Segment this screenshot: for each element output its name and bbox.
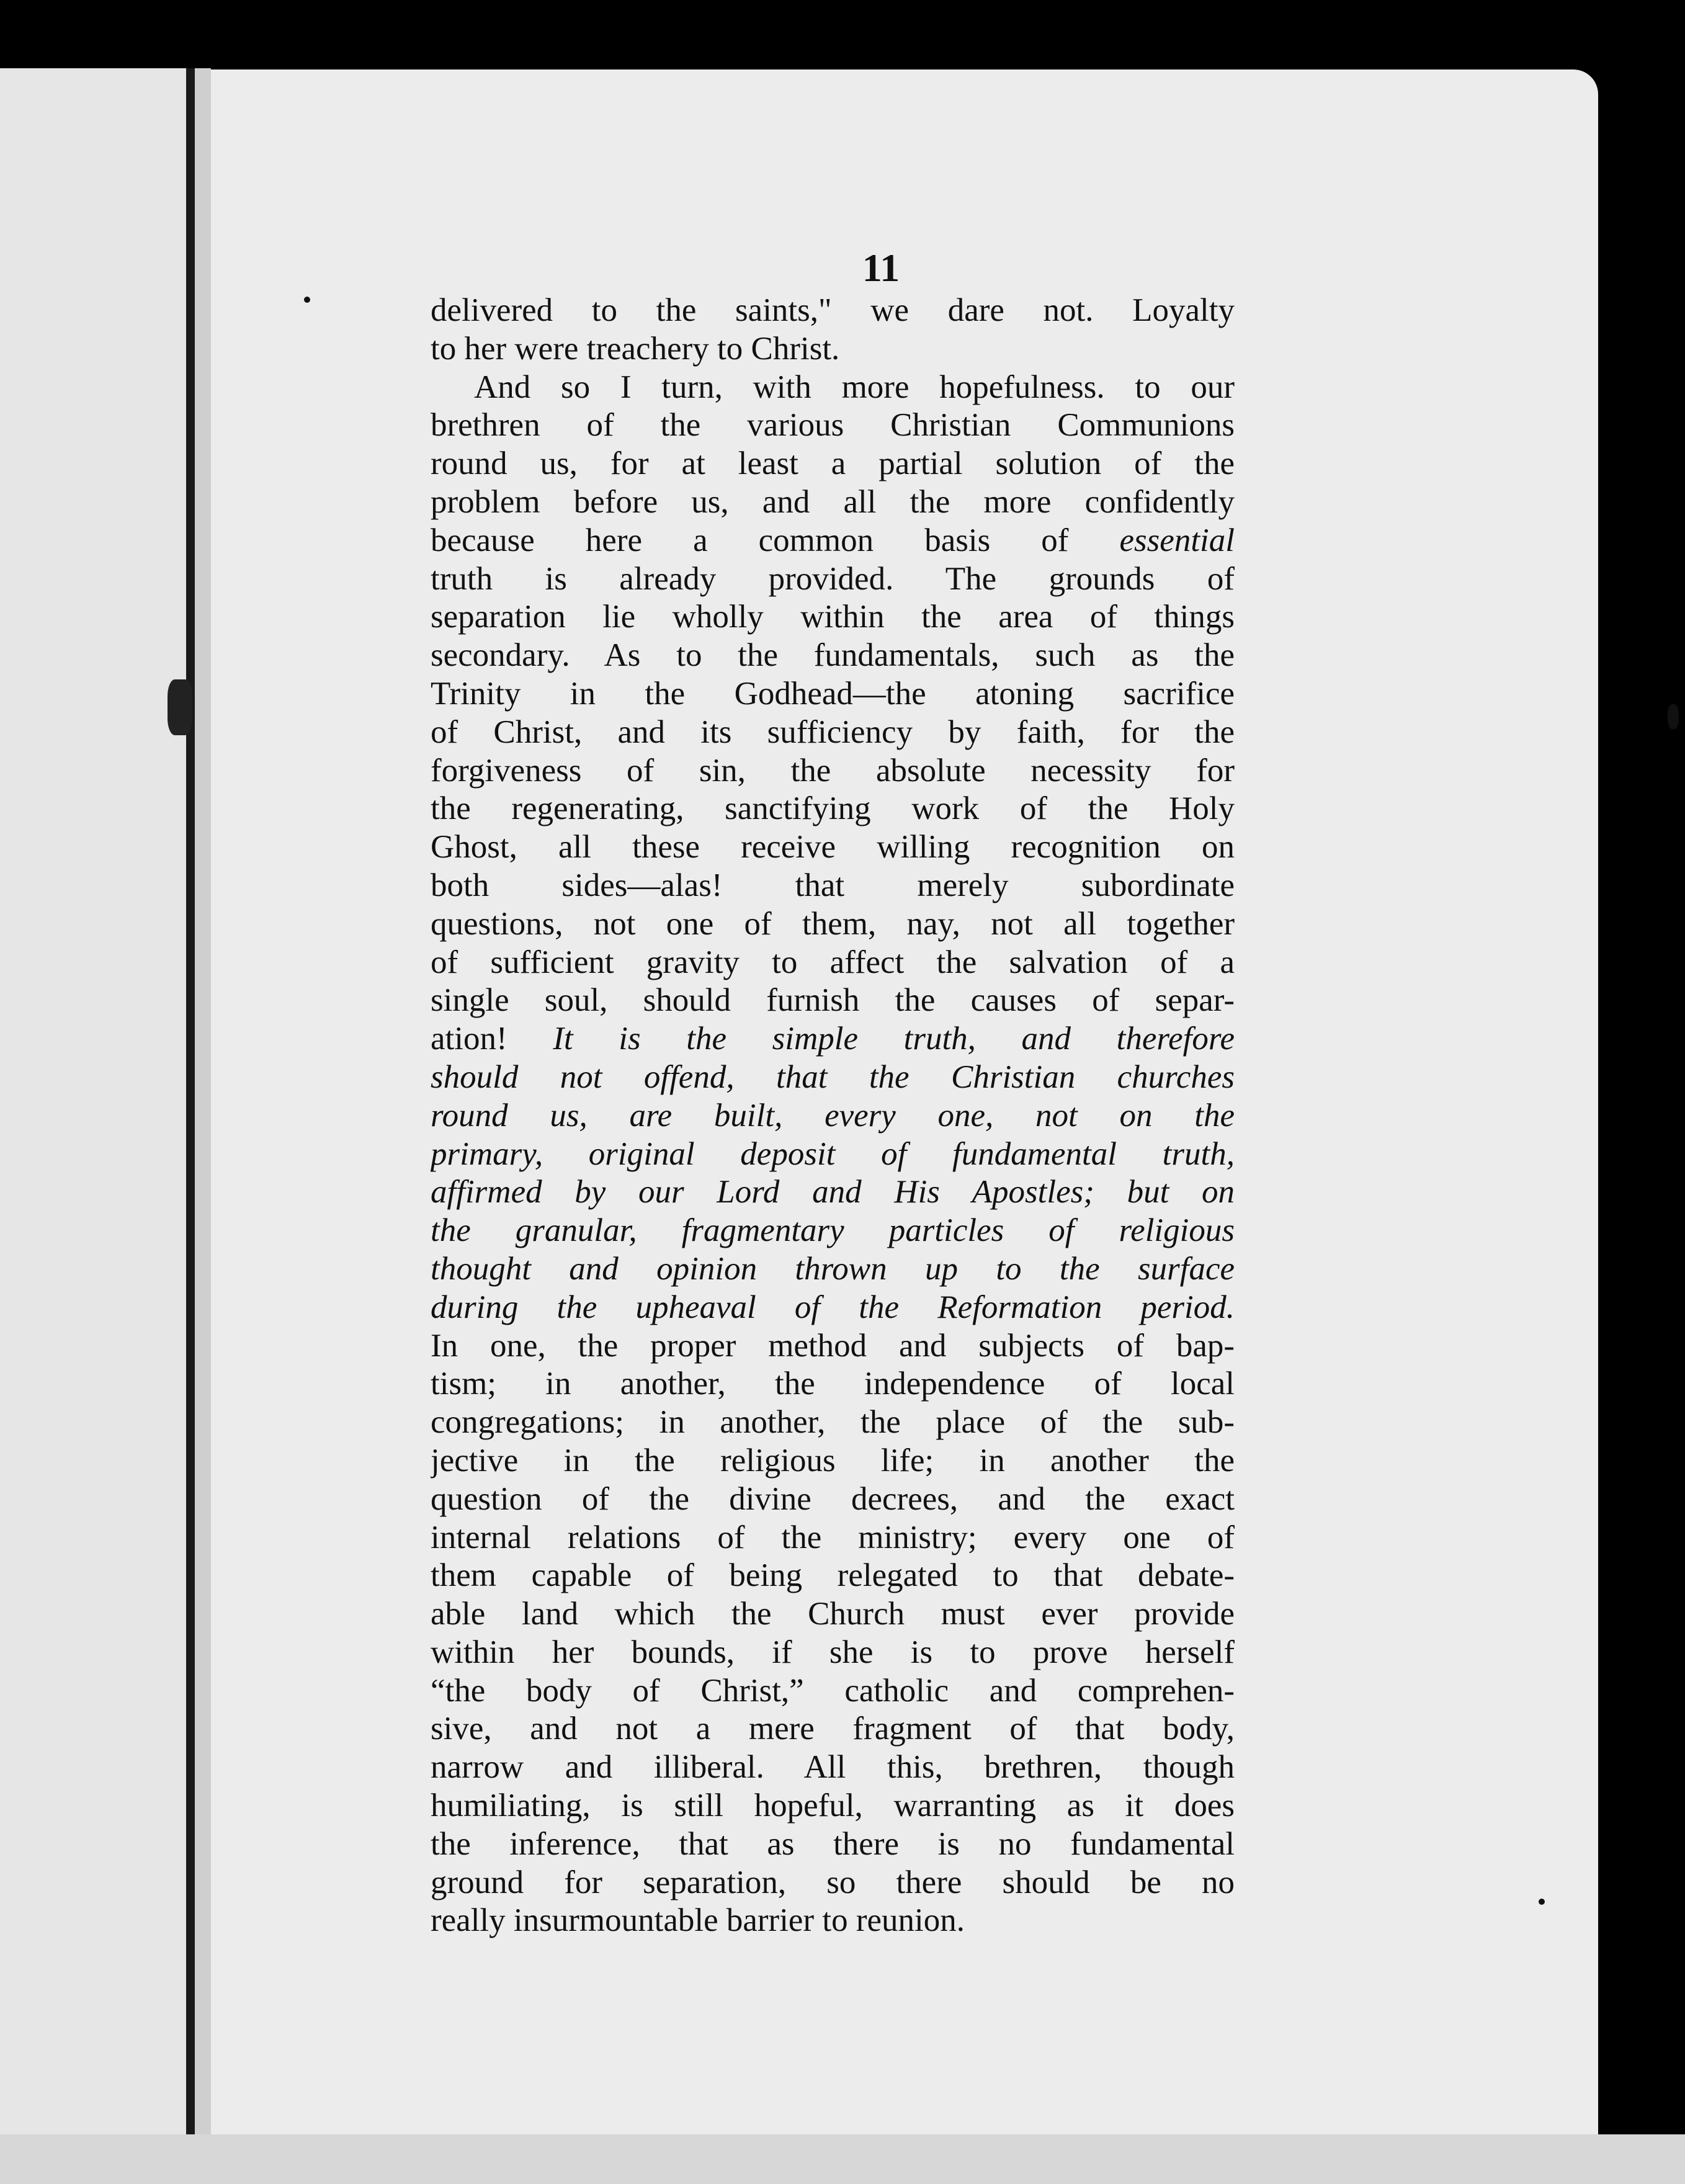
text-segment: of sufficient gravity to affect the salvation of a (431, 944, 1235, 980)
text-line (431, 1212, 1235, 1250)
text-segment: ground for separation, so there should be no (431, 1864, 1235, 1900)
text-segment: because here a common basis of (431, 522, 1120, 558)
text-line (431, 522, 1235, 560)
text-segment: to her were treachery to Christ. (431, 330, 840, 367)
italic-text: It is the simple truth, and therefore (553, 1021, 1235, 1057)
text-segment: separation lie wholly within the area of things (431, 599, 1235, 635)
text-line (431, 867, 1235, 905)
text-segment: questions, not one of them, nay, not all together (431, 905, 1235, 942)
text-segment: And so I turn, with more hopefulness. to our (474, 369, 1235, 405)
text-line (431, 560, 1235, 599)
text-line (431, 637, 1235, 675)
text-segment: brethren of the various Christian Communions (431, 407, 1235, 444)
text-line (431, 982, 1235, 1020)
ink-speck (168, 679, 192, 735)
text-line (431, 1173, 1235, 1212)
text-segment: single soul, should furnish the causes of separ- (431, 982, 1235, 1019)
text-segment: both sides—alas! that merely subordinate (431, 867, 1235, 903)
text-line (431, 1403, 1235, 1442)
text-line (431, 1020, 1235, 1058)
italic-text: primary, original deposit of fundamental truth, (431, 1135, 1235, 1172)
text-line (431, 1365, 1235, 1403)
text-line (431, 905, 1235, 944)
left-page-edge (0, 68, 186, 2172)
text-line (431, 675, 1235, 714)
text-segment: able land which the Church must ever provide (431, 1596, 1235, 1632)
text-segment: question of the divine decrees, and the exact (431, 1480, 1235, 1517)
text-segment: them capable of being relegated to that debate- (431, 1557, 1235, 1594)
text-segment: internal relations of the ministry; every one of (431, 1519, 1235, 1555)
italic-text: should not offend, that the Christian churches (431, 1058, 1235, 1095)
book-gutter (186, 68, 195, 2172)
ink-speck (1668, 704, 1679, 729)
text-line (431, 1595, 1235, 1634)
text-line (431, 1557, 1235, 1595)
text-segment: the regenerating, sanctifying work of the Holy (431, 790, 1235, 827)
text-line (431, 598, 1235, 637)
body-text (431, 292, 1235, 1940)
text-line (431, 1672, 1235, 1711)
text-segment: truth is already provided. The grounds of (431, 560, 1235, 597)
text-line (431, 828, 1235, 867)
italic-text: affirmed by our Lord and His Apostles; but on (431, 1174, 1235, 1211)
text-segment: tism; in another, the independence of local (431, 1366, 1235, 1402)
page-number: 11 (862, 246, 900, 290)
text-line (431, 752, 1235, 790)
text-line (431, 369, 1235, 407)
text-line (431, 483, 1235, 522)
text-line (431, 1519, 1235, 1557)
text-line (431, 1289, 1235, 1327)
text-line (431, 1097, 1235, 1135)
text-segment: humiliating, is still hopeful, warranting as it does (431, 1788, 1235, 1824)
text-segment: Trinity in the Godhead—the atoning sacrifice (431, 675, 1235, 712)
text-line (431, 1058, 1235, 1097)
italic-text: essential (1119, 522, 1235, 558)
text-segment: sive, and not a mere fragment of that body, (431, 1711, 1235, 1747)
text-line (431, 1864, 1235, 1902)
text-line (431, 330, 1235, 369)
text-segment: round us, for at least a partial solution of the (431, 445, 1235, 482)
ink-speck (304, 297, 310, 303)
ink-speck (1539, 1899, 1545, 1905)
text-line (431, 292, 1235, 330)
italic-text: round us, are built, every one, not on the (431, 1097, 1235, 1134)
italic-text: thought and opinion thrown up to the surface (431, 1250, 1235, 1287)
text-line (431, 790, 1235, 828)
text-line (431, 1748, 1235, 1787)
text-line (431, 1787, 1235, 1825)
text-segment: narrow and illiberal. All this, brethren, though (431, 1749, 1235, 1786)
gutter-shadow (195, 68, 211, 2172)
text-segment: “the body of Christ,” catholic and comprehen- (431, 1672, 1235, 1709)
italic-text: the granular, fragmentary particles of religious (431, 1212, 1235, 1249)
bottom-edge (0, 2134, 1685, 2184)
text-segment: ation! (431, 1021, 553, 1057)
text-line (431, 944, 1235, 982)
text-segment: within her bounds, if she is to prove herself (431, 1634, 1235, 1670)
text-segment: problem before us, and all the more confidently (431, 483, 1235, 520)
text-segment: of Christ, and its sufficiency by faith, for the (431, 714, 1235, 750)
text-segment: jective in the religious life; in another the (431, 1442, 1235, 1479)
text-line (431, 1442, 1235, 1480)
text-segment: delivered to the saints," we dare not. Loyalty (431, 292, 1235, 328)
text-segment: the inference, that as there is no fundamental (431, 1825, 1235, 1862)
text-line (431, 1327, 1235, 1366)
text-line (431, 714, 1235, 752)
text-line (431, 445, 1235, 483)
text-line (431, 1902, 1235, 1940)
text-line (431, 1710, 1235, 1748)
text-line (431, 1250, 1235, 1289)
text-segment: secondary. As to the fundamentals, such as the (431, 637, 1235, 674)
text-line (431, 1634, 1235, 1672)
text-line (431, 406, 1235, 445)
text-segment: In one, the proper method and subjects of bap- (431, 1327, 1235, 1364)
text-segment: Ghost, all these receive willing recognition on (431, 829, 1235, 866)
italic-text: during the upheaval of the Reformation period. (431, 1289, 1235, 1325)
text-segment: congregations; in another, the place of the sub- (431, 1404, 1235, 1441)
text-line (431, 1825, 1235, 1864)
text-segment: forgiveness of sin, the absolute necessity for (431, 752, 1235, 789)
text-line (431, 1135, 1235, 1174)
text-segment: really insurmountable barrier to reunion. (431, 1902, 965, 1939)
text-line (431, 1480, 1235, 1519)
